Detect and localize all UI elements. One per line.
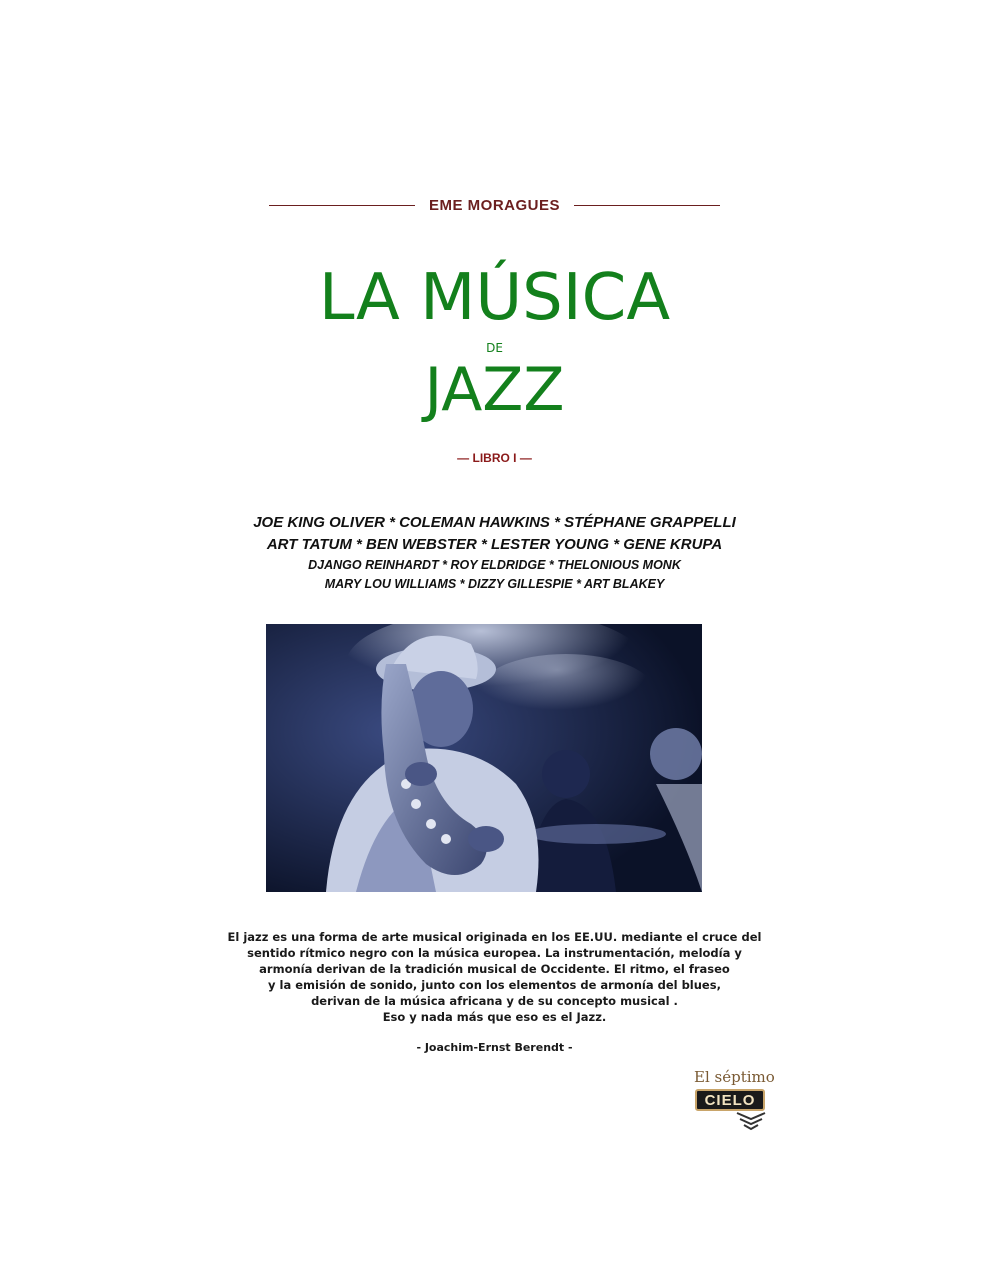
quote-line-2: sentido rítmico negro con la música europea. La instrumentación, melodía y (247, 946, 742, 960)
quote-text (150, 929, 839, 1025)
publisher-top-text: El séptimo (694, 1068, 775, 1086)
names-line-3: DJANGO REINHARDT * ROY ELDRIDGE * THELONIOUS MONK (308, 558, 681, 572)
publisher-logo (690, 1068, 780, 1134)
names-line-1: JOE KING OLIVER * COLEMAN HAWKINS * STÉPHANE GRAPPELLI (253, 514, 736, 531)
saxophonist-photo (266, 624, 702, 892)
volume-label: — LIBRO I — (457, 451, 532, 465)
quote-line-6: Eso y nada más que eso es el Jazz. (382, 1010, 607, 1024)
publisher-badge (695, 1089, 765, 1111)
author-name: EME MORAGUES (428, 196, 560, 214)
names-line-2: ART TATUM * BEN WEBSTER * LESTER YOUNG * GENE KRUPA (266, 536, 723, 553)
chevron-down-stack-icon (736, 1111, 766, 1131)
title-line-2: JAZZ (424, 355, 565, 425)
musician-names (0, 512, 989, 594)
author-line (0, 194, 989, 216)
publisher-badge-text: CIELO (704, 1091, 756, 1109)
names-line-4: MARY LOU WILLIAMS * DIZZY GILLESPIE * ART BLAKEY (324, 577, 665, 591)
title-de: DE (486, 341, 503, 355)
quote-line-4: y la emisión de sonido, junto con los elementos de armonía del blues, (268, 978, 721, 992)
quote-line-1: El jazz es una forma de arte musical originada en los EE.UU. mediante el cruce del (227, 930, 762, 944)
right-rule (574, 205, 720, 206)
cover-photo (266, 624, 702, 892)
quote-author: - Joachim-Ernst Berendt - (416, 1041, 573, 1054)
quote-line-3: armonía derivan de la tradición musical de Occidente. El ritmo, el fraseo (259, 962, 730, 976)
left-rule (269, 205, 415, 206)
title-line-1: LA MÚSICA (318, 261, 671, 335)
quote-line-5: derivan de la música africana y de su concepto musical . (311, 994, 678, 1008)
